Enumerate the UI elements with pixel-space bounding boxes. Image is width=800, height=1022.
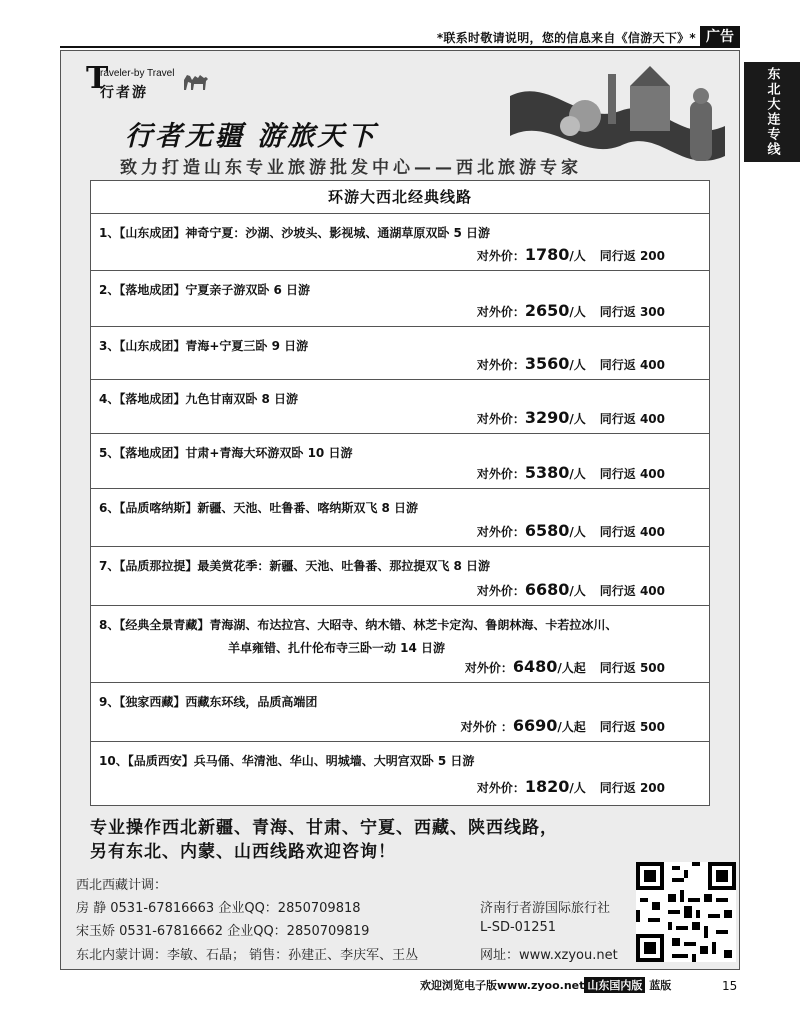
agent-rebate: 同行返 400 <box>599 358 665 372</box>
agent-rebate: 同行返 400 <box>599 584 665 598</box>
price-unit: /人 <box>569 358 586 372</box>
route-price <box>465 657 665 676</box>
top-bar <box>60 26 740 48</box>
route-price <box>477 580 665 599</box>
route-item <box>91 683 709 742</box>
price-label: 对外价： <box>476 305 525 319</box>
contacts-heading: 西北西藏计调： <box>76 878 168 893</box>
route-price <box>477 301 665 320</box>
route-price <box>461 716 665 735</box>
agent-rebate: 同行返 500 <box>599 661 665 675</box>
price-label: 对外价： <box>476 781 525 795</box>
logo-letter: T <box>86 61 109 96</box>
route-price <box>477 245 665 264</box>
page-number: 15 <box>722 979 738 993</box>
camel-icon <box>180 66 212 98</box>
price-unit: /人起 <box>557 661 586 675</box>
route-description: 8、【经典全景青藏】青海湖、布达拉宫、大昭寺、纳木错、林芝卡定沟、鲁朗林海、卡若拉冰川、 <box>99 618 618 632</box>
price-unit: /人 <box>569 525 586 539</box>
ad-label: 广告 <box>700 26 740 48</box>
contact-person-2: 宋玉娇 0531-67816662 企业QQ：2850709819 <box>76 924 370 939</box>
logo-chinese: 行者游 <box>100 85 148 101</box>
route-item <box>91 742 709 802</box>
price-unit: /人 <box>569 412 586 426</box>
price-label: 对外价： <box>476 584 525 598</box>
price-value: 6480 <box>512 657 558 676</box>
price-label: 对外价： <box>476 249 525 263</box>
route-description: 4、【落地成团】九色甘南双卧 8 日游 <box>99 392 299 406</box>
agent-rebate: 同行返 400 <box>599 412 665 426</box>
route-description: 1、【山东成团】神奇宁夏：沙湖、沙坡头、影视城、通湖草原双卧 5 日游 <box>99 226 491 240</box>
pitch-line-2: 另有东北、内蒙、山西线路欢迎咨询！ <box>90 842 396 862</box>
service-pitch <box>90 816 558 864</box>
price-label: 对外价： <box>464 661 513 675</box>
route-price <box>477 354 665 373</box>
contact-northeast: 东北内蒙计调：李敏、石晶； 销售：孙建正、李庆军、王丛 <box>76 948 419 963</box>
price-unit: /人 <box>569 305 586 319</box>
price-value: 1780 <box>524 245 570 264</box>
route-item <box>91 547 709 606</box>
route-description: 7、【品质那拉提】最美赏花季：新疆、天池、吐鲁番、那拉提双飞 8 日游 <box>99 559 491 573</box>
price-value: 3560 <box>524 354 570 373</box>
route-item <box>91 380 709 434</box>
price-unit: /人 <box>569 781 586 795</box>
price-label: 对外价 ： <box>460 720 513 734</box>
price-value: 2650 <box>524 301 570 320</box>
logo <box>86 62 186 104</box>
route-item <box>91 606 709 683</box>
route-description: 10、【品质西安】兵马俑、华清池、华山、明城墙、大明宫双卧 5 日游 <box>99 754 475 768</box>
agent-rebate: 同行返 300 <box>599 305 665 319</box>
qr-code-icon[interactable] <box>636 862 736 962</box>
agent-rebate: 同行返 200 <box>599 781 665 795</box>
price-label: 对外价： <box>476 358 525 372</box>
agent-rebate: 同行返 400 <box>599 525 665 539</box>
route-description-cont: 羊卓雍错、扎什伦布寺三卧一动 14 日游 <box>228 641 446 655</box>
footer-text[interactable]: 欢迎浏览电子版www.zyoo.net <box>420 979 585 992</box>
route-list <box>91 214 709 802</box>
info-source-note: *联系时敬请说明，您的信息来自《信游天下》* <box>436 31 696 45</box>
route-item <box>91 434 709 489</box>
subslogan: 致力打造山东专业旅游批发中心——西北旅游专家 <box>120 158 582 178</box>
contact-person-1: 房 静 0531-67816663 企业QQ：2850709818 <box>76 901 361 916</box>
route-description: 3、【山东成团】青海+宁夏三卧 9 日游 <box>99 339 309 353</box>
price-label: 对外价： <box>476 412 525 426</box>
slogan: 行者无疆 游旅天下 <box>125 121 378 152</box>
pitch-line-1: 专业操作西北新疆、青海、甘肃、宁夏、西藏、陕西线路， <box>90 818 558 838</box>
edition-tag: 山东国内版 <box>584 977 645 993</box>
edition-color: 蓝版 <box>649 979 672 992</box>
agency-license: L-SD-01251 <box>480 920 557 935</box>
price-unit: /人 <box>569 249 586 263</box>
route-description: 2、【落地成团】宁夏亲子游双卧 6 日游 <box>99 283 311 297</box>
agent-rebate: 同行返 400 <box>599 467 665 481</box>
footer-bar <box>420 977 671 995</box>
agency-name: 济南行者游国际旅行社 <box>480 901 611 916</box>
agent-rebate: 同行返 500 <box>599 720 665 734</box>
price-label: 对外价： <box>476 467 525 481</box>
price-value: 6680 <box>524 580 570 599</box>
route-description: 6、【品质喀纳斯】新疆、天池、吐鲁番、喀纳斯双飞 8 日游 <box>99 501 419 515</box>
route-price <box>477 521 665 540</box>
route-item <box>91 327 709 380</box>
website-link[interactable]: 网址：www.xzyou.net <box>480 948 618 963</box>
price-unit: /人 <box>569 584 586 598</box>
landmark-collage-image <box>510 56 725 186</box>
price-label: 对外价： <box>476 525 525 539</box>
price-value: 6580 <box>524 521 570 540</box>
route-description: 9、【独家西藏】西藏东环线，品质高端团 <box>99 695 318 709</box>
route-description: 5、【落地成团】甘肃+青海大环游双卧 10 日游 <box>99 446 353 460</box>
price-value: 1820 <box>524 777 570 796</box>
routes-title: 环游大西北经典线路 <box>91 181 709 214</box>
route-item <box>91 214 709 271</box>
route-item <box>91 489 709 547</box>
agent-rebate: 同行返 200 <box>599 249 665 263</box>
route-price <box>477 777 665 796</box>
price-value: 5380 <box>524 463 570 482</box>
price-value: 6690 <box>512 716 558 735</box>
price-unit: /人 <box>569 467 586 481</box>
route-price <box>477 408 665 427</box>
side-tab-northeast-dalian[interactable]: 东北大连专线 <box>744 62 800 162</box>
price-unit: /人起 <box>557 720 586 734</box>
routes-table <box>90 180 710 806</box>
price-value: 3290 <box>524 408 570 427</box>
route-price <box>477 463 665 482</box>
logo-english: raveler-by Travel <box>100 68 175 79</box>
route-item <box>91 271 709 327</box>
